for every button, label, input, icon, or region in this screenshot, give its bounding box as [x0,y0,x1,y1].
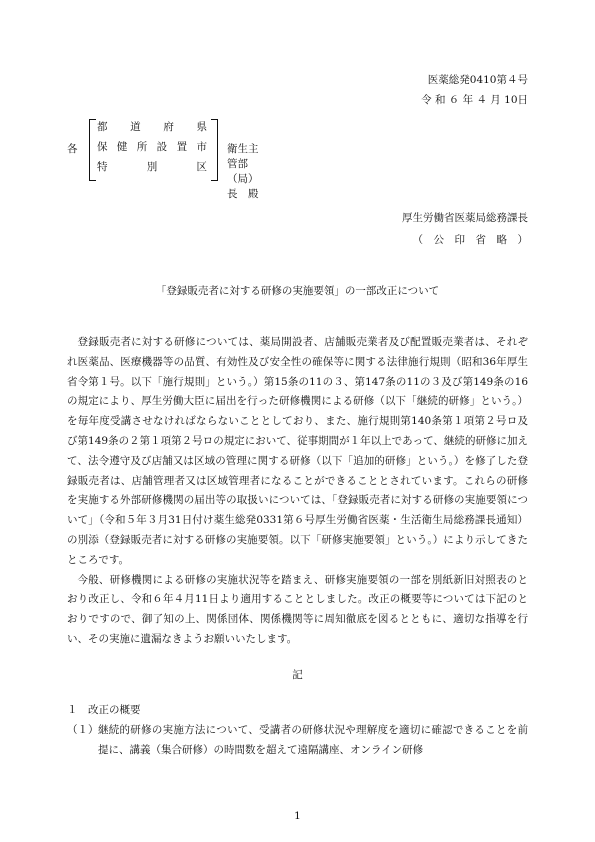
addressee-line-health-center-city: 保 健 所 設 置 市 [97,141,207,153]
addressee-lines [97,117,207,177]
document-title: 「登録販売者に対する研修の実施要領」の一部改正について [155,285,440,297]
document-body [67,333,528,650]
addressee-title: 衛生主管部（局）長 殿 [227,143,259,200]
page-number: 1 [294,810,301,822]
issue-date: 令 和 ６ 年 ４ 月 10日 [421,94,528,106]
document-number: 医薬総発0410第４号 [427,74,528,86]
left-bracket [89,119,96,181]
body-paragraph: 今般、研修機関による研修の実施状況等を踏まえ、研修実施要領の一部を別紙新旧対照表のとおり改正し、令和６年４月11日より適用することとしました。改正の概要等については下記のとおりですので、御了知の上、関係団体、関係機関等に周知徹底を図るとともに、適切な指導を行い、その実施に遺漏なきようお願いいたします。 [67,573,528,645]
item-text: 継続的研修の実施方法について、受講者の研修状況や理解度を適切に確認できることを前提に、講義（集合研修）の時間数を超えて遠隔講座、オンライン研修 [98,724,528,756]
right-bracket [211,119,218,181]
seal-omitted: （ 公 印 省 略 ） [412,234,528,246]
list-item [67,721,528,761]
body-paragraph: 登録販売者に対する研修については、薬局開設者、店舗販売業者及び配置販売業者は、それぞれ医薬品、医療機器等の品質、有効性及び安全性の確保等に関する法律施行規則（昭和36年厚生省令第１号。以下「施行規則」という。）第15条の11の３、第147条の11の３及び第149条の16の規定により、厚生労働大臣に届出を行った研修機関による研修（以下「継続的研修」という。）を毎年度受講させなければならないこととしており、また、施行規則第140条第１項第２号ロ及び第149条の２第１項第２号ロの規定において、従事期間が１年以上であって、継続的研修に加えて、法令遵守及び店舗又は区域の管理に関する研修（以下「追加的研修」という。）を修了した登録販売者は、店舗管理者又は区域管理者になることができることとされています。これらの研修を実施する外部研修機関の届出等の取扱いについては、「登録販売者に対する研修の実施要領について」（令和５年３月31日付け薬生総発0331第６号厚生労働省医薬・生活衛生局総務課長通知）の別添（登録販売者に対する研修の実施要領。以下「研修実施要領」という。）により示してきたところです。 [67,336,528,566]
addressee-line-prefecture: 都 道 府 県 [97,121,207,133]
addressee-line-special-ward: 特 別 区 [97,161,207,173]
addressee-prefix: 各 [67,143,78,155]
section-heading: １ 改正の概要 [67,704,141,716]
ki-heading: 記 [292,669,303,681]
item-number: （１） [67,724,99,736]
sender-name: 厚生労働省医薬局総務課長 [402,212,528,224]
